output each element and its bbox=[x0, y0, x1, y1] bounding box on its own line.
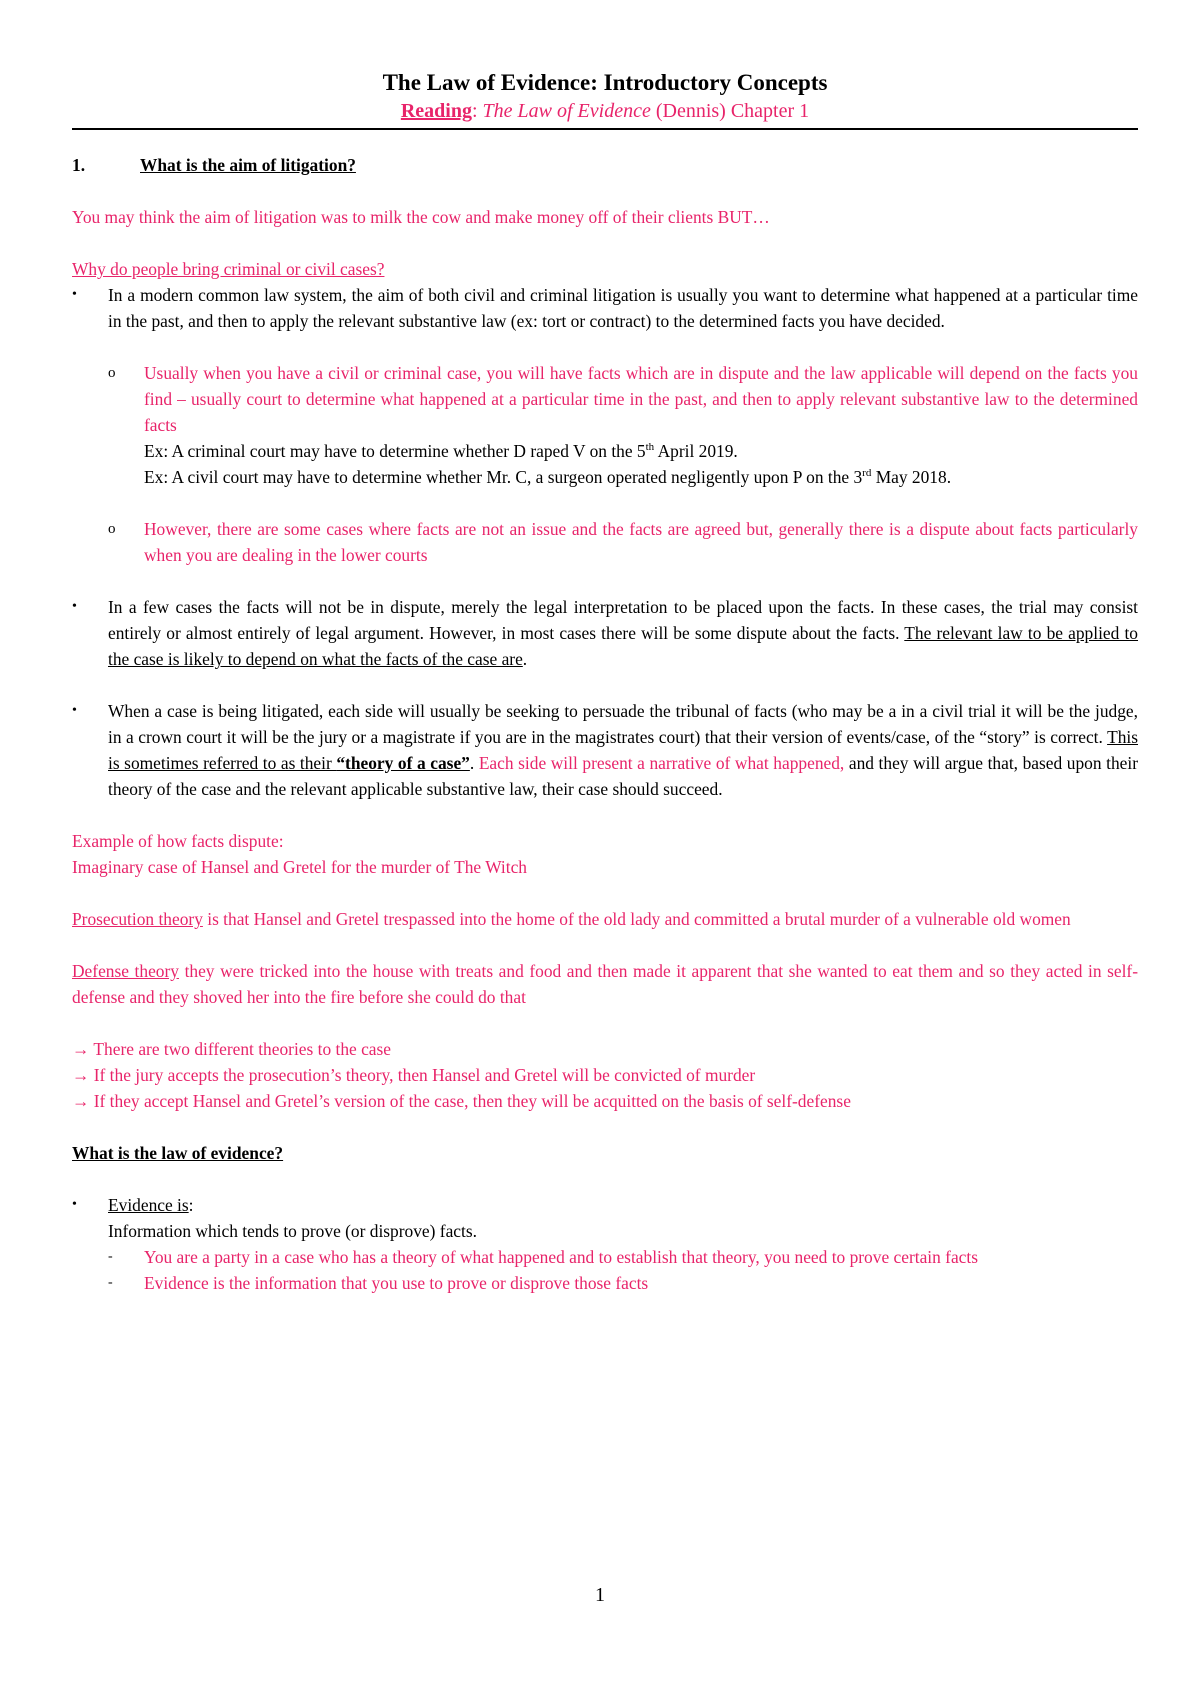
book-title: The Law of Evidence bbox=[482, 100, 651, 122]
bullet-text: When a case is being litigated, each side will usually be seeking to persuade the tribunal of facts (who may be a in a civil trial it will be the judge, in a crown court it will be the jury or a magistrate if you are in the magistrates court) that their version of events/case, of the “story” is correct. This is sometimes referred to as their “theory of a case”. Each side will present a narrative of what happened, and they will argue that, based upon their theory of the case and the relevant applicable substantive law, their case should succeed. bbox=[108, 701, 1138, 799]
section-number: 1. bbox=[72, 155, 86, 175]
section-heading-text: What is the aim of litigation? bbox=[140, 155, 356, 175]
arrow-icon: → bbox=[72, 1065, 90, 1085]
header-rule bbox=[72, 128, 1138, 130]
dash-text: You are a party in a case who has a theory of what happened and to establish that theory, you need to prove certain facts bbox=[144, 1247, 978, 1267]
bullet-icon: • bbox=[72, 599, 77, 614]
dash-icon: - bbox=[108, 1275, 113, 1290]
arrow-icon: → bbox=[72, 1091, 90, 1111]
sub-bullet-text: However, there are some cases where facts are not an issue and the facts are agreed but, generally there is a dispute about facts particularly when you are dealing in the lower courts bbox=[144, 519, 1138, 565]
list-item bbox=[72, 594, 1138, 672]
sub-bullet-text: Usually when you have a civil or criminal case, you will have facts which are in dispute and the law applicable will depend on the facts you find – usually court to determine what happened at a particular time in the past, and then to apply relevant substantive law to the determined facts bbox=[144, 363, 1138, 435]
page-title: The Law of Evidence: Introductory Concepts bbox=[382, 70, 828, 95]
evidence-definition: Information which tends to prove (or disprove) facts. bbox=[108, 1221, 477, 1241]
example-line: Ex: A criminal court may have to determine whether D raped V on the 5th April 2019. bbox=[144, 441, 738, 461]
list-item bbox=[72, 282, 1138, 334]
arrow-icon: → bbox=[72, 1039, 90, 1059]
example-line: Ex: A civil court may have to determine whether Mr. C, a surgeon operated negligently upon P on the 3rd May 2018. bbox=[144, 467, 952, 487]
intro-paragraph: You may think the aim of litigation was to milk the cow and make money off of their clients BUT… bbox=[72, 207, 770, 227]
arrow-line: → If the jury accepts the prosecution’s theory, then Hansel and Gretel will be convicted of murder bbox=[72, 1065, 756, 1085]
bullet-text: In a few cases the facts will not be in dispute, merely the legal interpretation to be placed upon the facts. In these cases, the trial may consist entirely or almost entirely of legal argument. However, in most cases there will be some dispute about the facts. The relevant law to be applied to the case is likely to depend on what the facts of the case are. bbox=[108, 597, 1139, 669]
dash-item bbox=[108, 1244, 1138, 1270]
bullet-text: In a modern common law system, the aim of both civil and criminal litigation is usually you want to determine what happened at a particular time in the past, and then to apply the relevant substantive law (ex: tort or contract) to the determined facts you have decided. bbox=[108, 285, 1138, 331]
section-heading bbox=[72, 152, 1138, 178]
dash-icon: - bbox=[108, 1249, 113, 1264]
document-page bbox=[72, 68, 1138, 1296]
defense-theory: Defense theory they were tricked into the house with treats and food and then made it apparent that she wanted to eat them and so they acted in self-defense and they shoved her into the fire before she could do that bbox=[72, 961, 1138, 1007]
reading-label: Reading bbox=[400, 100, 472, 122]
bullet-icon: • bbox=[72, 1197, 77, 1212]
evidence-label-line: Evidence is: bbox=[108, 1195, 194, 1215]
reading-colon: : bbox=[471, 100, 478, 122]
arrow-line: → If they accept Hansel and Gretel’s version of the case, then they will be acquitted on the basis of self-defense bbox=[72, 1091, 851, 1111]
sub-list-item bbox=[108, 360, 1138, 490]
arrow-line: → There are two different theories to the case bbox=[72, 1039, 392, 1059]
example-heading: Example of how facts dispute: bbox=[72, 831, 284, 851]
example-case: Imaginary case of Hansel and Gretel for the murder of The Witch bbox=[72, 857, 527, 877]
bullet-icon: • bbox=[72, 287, 77, 302]
dash-text: Evidence is the information that you use to prove or disprove those facts bbox=[144, 1273, 649, 1293]
sub-bullet-icon: o bbox=[108, 521, 116, 537]
dash-item bbox=[108, 1270, 1138, 1296]
prosecution-theory: Prosecution theory is that Hansel and Gretel trespassed into the home of the old lady and committed a brutal murder of a vulnerable old women bbox=[72, 909, 1071, 929]
section-heading-evidence: What is the law of evidence? bbox=[72, 1143, 284, 1163]
list-item bbox=[72, 1192, 1138, 1296]
page-number: 1 bbox=[595, 1584, 605, 1606]
bullet-icon: • bbox=[72, 703, 77, 718]
sub-bullet-icon: o bbox=[108, 365, 116, 381]
reading-rest: (Dennis) Chapter 1 bbox=[650, 100, 810, 122]
sub-list-item bbox=[108, 516, 1138, 568]
question-line: Why do people bring criminal or civil cases? bbox=[72, 259, 385, 279]
reading-line bbox=[72, 98, 1138, 124]
list-item bbox=[72, 698, 1138, 802]
